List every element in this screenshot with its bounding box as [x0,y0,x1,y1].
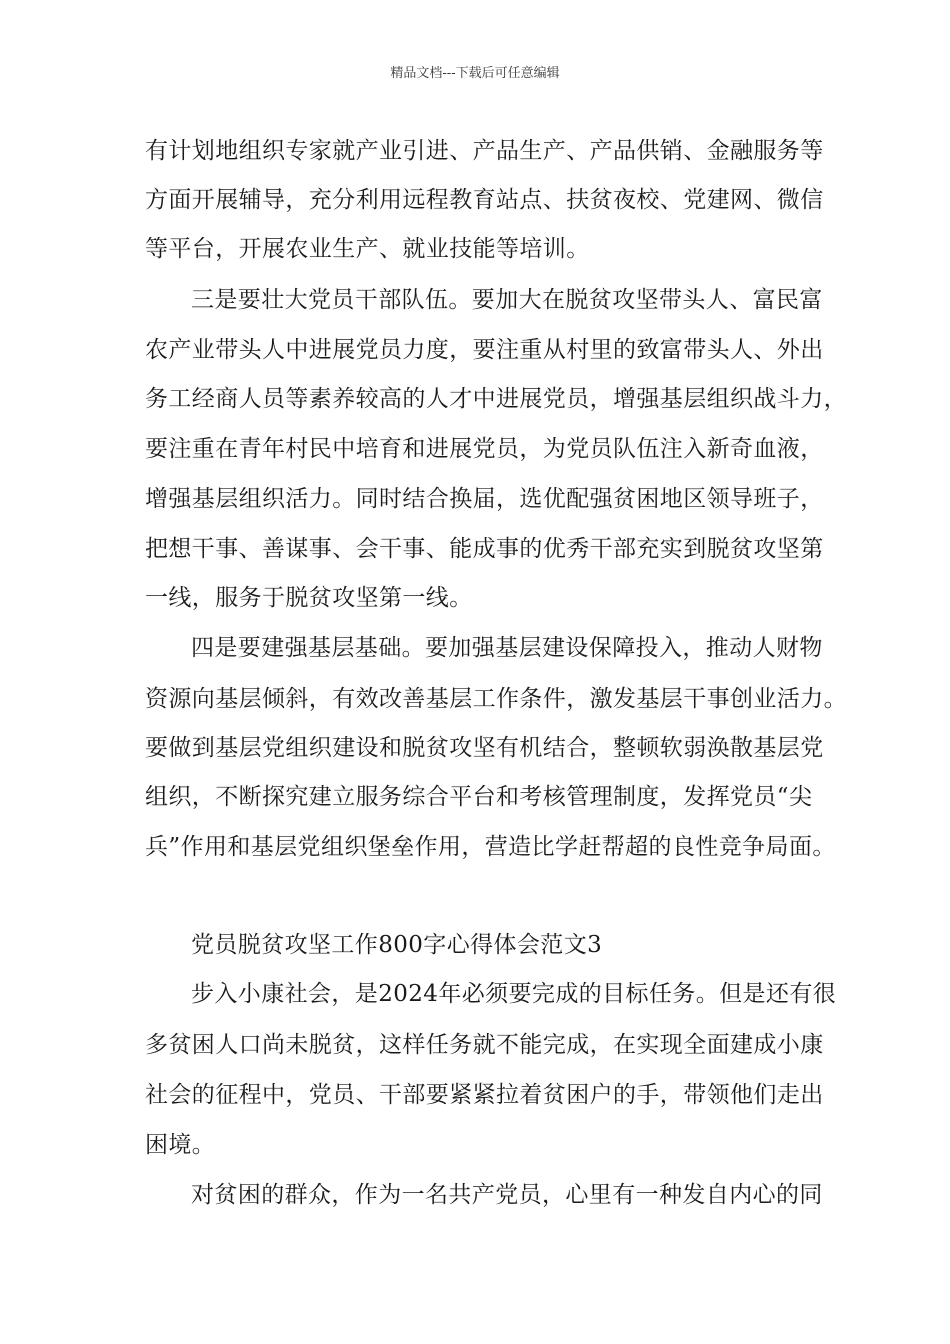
paragraph-first-line: 四是要建强基层基础。要加强基层建设保障投入，推动人财物 [191,635,823,661]
text-line: 一线，服务于脱贫攻坚第一线。 [145,585,473,611]
text-line: 务工经商人员等素养较高的人才中进展党员，增强基层组织战斗力， [145,386,847,412]
text-line: 组织，不断探究建立服务综合平台和考核管理制度，发挥党员“尖 [145,784,813,810]
text-line: 农产业带头人中进展党员力度，要注重从村里的致富带头人、外出 [145,337,824,363]
text-line: 兵”作用和基层党组织堡垒作用，营造比学赶帮超的良性竞争局面。 [145,834,836,860]
text-line: 有计划地组织专家就产业引进、产品生产、产品供销、金融服务等 [145,138,824,164]
text-line: 增强基层组织活力。同时结合换届，选优配强贫困地区领导班子， [145,486,824,512]
text-line: 要注重在青年村民中培育和进展党员，为党员队伍注入新奇血液， [145,436,824,462]
page-header: 精品文档---下载后可任意编辑 [390,66,560,81]
text-line: 多贫困人口尚未脱贫，这样任务就不能完成，在实现全面建成小康 [145,1032,824,1058]
text-line: 资源向基层倾斜，有效改善基层工作条件，激发基层干事创业活力。 [145,686,847,712]
paragraph-first-line: 三是要壮大党员干部队伍。要加大在脱贫攻坚带头人、富民富 [191,287,823,313]
paragraph-first-line: 对贫困的群众，作为一名共产党员，心里有一种发自内心的同 [191,1182,823,1208]
text-line: 方面开展辅导，充分利用远程教育站点、扶贫夜校、党建网、微信 [145,187,824,213]
text-line: 要做到基层党组织建设和脱贫攻坚有机结合，整顿软弱涣散基层党 [145,735,824,761]
paragraph-first-line: 步入小康社会，是2024年必须要完成的目标任务。但是还有很 [191,981,837,1007]
section-title: 党员脱贫攻坚工作800字心得体会范文3 [191,932,603,958]
text-line: 社会的征程中，党员、干部要紧紧拉着贫困户的手，带领他们走出 [145,1082,824,1108]
text-line: 把想干事、善谋事、会干事、能成事的优秀干部充实到脱贫攻坚第 [145,536,824,562]
text-line: 困境。 [145,1132,216,1158]
text-line: 等平台，开展农业生产、就业技能等培训。 [145,236,590,262]
